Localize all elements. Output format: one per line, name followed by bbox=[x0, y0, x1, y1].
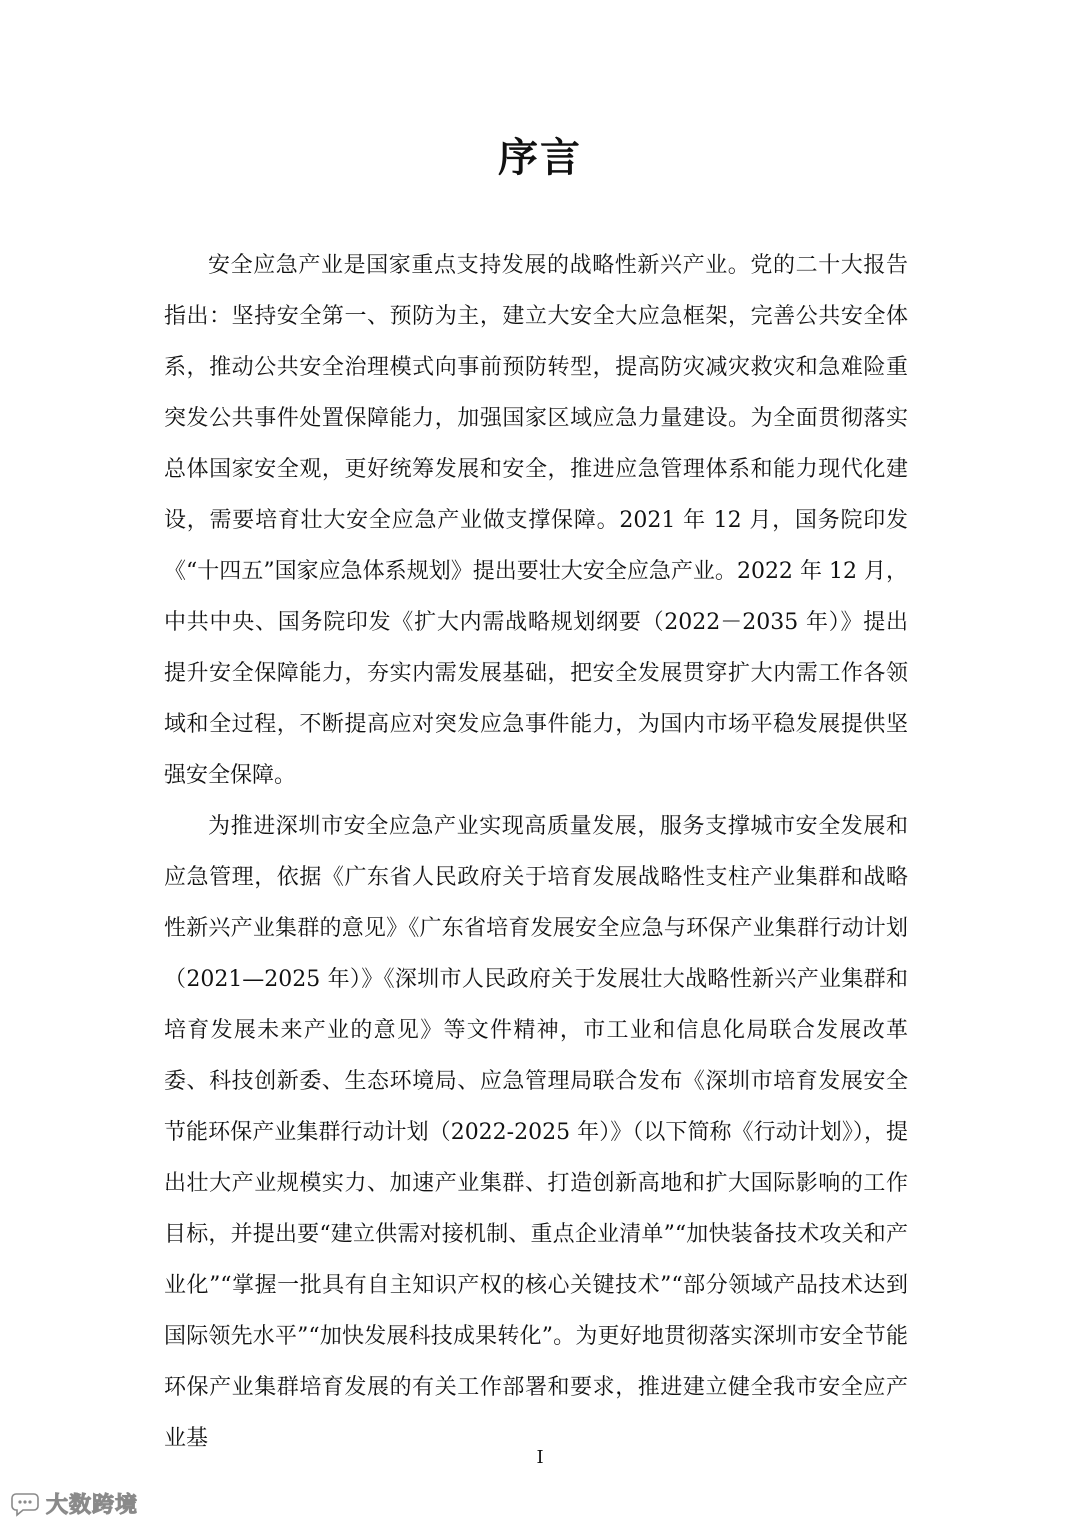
body-text bbox=[164, 240, 908, 1464]
watermark-text: 大数跨境 bbox=[46, 1493, 139, 1518]
chat-bubble-icon bbox=[10, 1491, 40, 1517]
paragraph-2: 为推进深圳市安全应急产业实现高质量发展，服务支撑城市安全发展和应急管理，依据《广东省人民政府关于培育发展战略性支柱产业集群和战略性新兴产业集群的意见》《广东省培育发展安全应急与环保产业集群行动计划（2021—2025 年）》《深圳市人民政府关于发展壮大战略性新兴产业集群和培育发展未来产业的意见》等文件精神，市工业和信息化局联合发展改革委、科技创新委、生态环境局、应急管理局联合发布《深圳市培育发展安全节能环保产业集群行动计划（2022-2025 年）》（以下简称《行动计划》），提出壮大产业规模实力、加速产业集群、打造创新高地和扩大国际影响的工作目标，并提出要“建立供需对接机制、重点企业清单”“加快装备技术攻关和产业化”“掌握一批具有自主知识产权的核心关键技术”“部分领域产品技术达到国际领先水平”“加快发展科技成果转化”。为更好地贯彻落实深圳市安全节能环保产业集群培育发展的有关工作部署和要求，推进建立健全我市安全应产业基 bbox=[164, 814, 908, 1451]
watermark bbox=[10, 1488, 138, 1519]
page-title: 序言 bbox=[498, 135, 582, 181]
page-number: I bbox=[536, 1447, 544, 1468]
paragraph-1: 安全应急产业是国家重点支持发展的战略性新兴产业。党的二十大报告指出：坚持安全第一、预防为主，建立大安全大应急框架，完善公共安全体系，推动公共安全治理模式向事前预防转型，提高防灾减灾救灾和急难险重突发公共事件处置保障能力，加强国家区域应急力量建设。为全面贯彻落实总体国家安全观，更好统筹发展和安全，推进应急管理体系和能力现代化建设，需要培育壮大安全应急产业做支撑保障。2021 年 12 月，国务院印发《“十四五”国家应急体系规划》提出要壮大安全应急产业。2022 年 12 月，中共中央、国务院印发《扩大内需战略规划纲要（2022－2035 年）》提出提升安全保障能力，夯实内需发展基础，把安全发展贯穿扩大内需工作各领域和全过程，不断提高应对突发应急事件能力，为国内市场平稳发展提供坚强安全保障。 bbox=[164, 253, 908, 788]
